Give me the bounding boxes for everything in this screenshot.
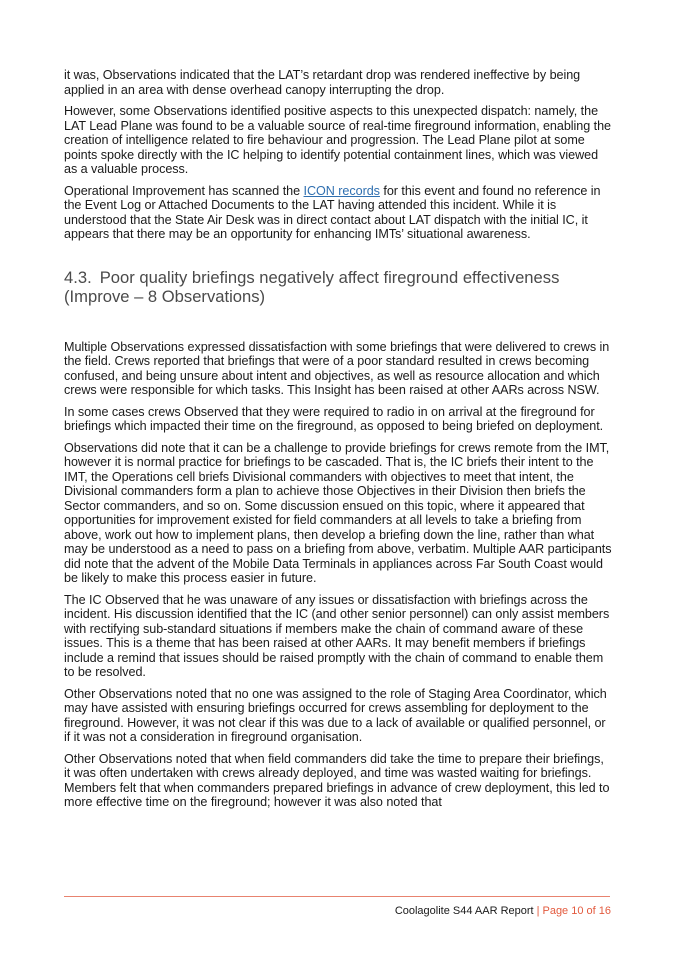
icon-records-link[interactable]: ICON records (303, 183, 380, 198)
section-paragraph: In some cases crews Observed that they were required to radio in on arrival at the fireground for briefings which impacted their time on the fireground, as opposed to being briefed on deployment. (64, 404, 604, 433)
footer-divider (64, 896, 610, 897)
body-paragraph-2: However, some Observations identified positive aspects to this unexpected dispatch: namely, the LAT Lead Plane was found to be a valuable source of real-time fireground information, enabling the creation of intelligence related to fire behaviour and progression. The Lead Plane pilot at some points spoke directly with the IC helping to identify potential containment lines, which was viewed as a valuable process. (64, 104, 612, 176)
page-content (64, 68, 612, 817)
body-paragraph-1: it was, Observations indicated that the LAT’s retardant drop was rendered ineffective by being applied in an area with dense overhead canopy interrupting the drop. (64, 68, 581, 97)
paragraph-text: Operational Improvement has scanned the (64, 183, 304, 198)
section-heading (64, 268, 612, 306)
paragraph-text: for this event and found no reference in the Event Log or Attached Documents to the LAT having attended this incident. While it is understood that the State Air Desk was in direct contact about LAT dispatch with the initial IC, it appears that there may be an opportunity for enhancing IMTs’ situational awareness. (64, 183, 601, 241)
section-title: Poor quality briefings negatively affect fireground effectiveness (Improve – 8 Observations) (64, 267, 560, 306)
page-footer (395, 905, 611, 917)
body-paragraph-3 (64, 184, 612, 242)
footer-separator: | (536, 905, 540, 917)
footer-report-title: Coolagolite S44 AAR Report (394, 905, 534, 917)
section-paragraph: Other Observations noted that no one was assigned to the role of Staging Area Coordinator, which may have assisted with ensuring briefings occurred for crews assembling for deployment to the fireground. However, it was not clear if this was due to a lack of available or qualified personnel, or if it was not a consideration in fireground organisation. (64, 686, 607, 744)
section-paragraph: Multiple Observations expressed dissatisfaction with some briefings that were delivered to crews in the field. Crews reported that briefings that were of a poor standard resulted in crews becoming confused, and being unsure about intent and objectives, as well as resource allocation and which crews were responsible for which tasks. This Insight has been raised at other AARs across NSW. (64, 339, 610, 397)
section-paragraph: The IC Observed that he was unaware of any issues or dissatisfaction with briefings across the incident. His discussion identified that the IC (and other senior personnel) can only assist members with rectifying sub-standard situations if members make the chain of command aware of these issues. This is a theme that has been raised at other AARs. It may benefit members if briefings include a remind that issues should be raised promptly with the chain of command to enable them to be resolved. (64, 592, 610, 679)
footer-page-number: Page 10 of 16 (542, 905, 611, 917)
section-paragraph: Observations did note that it can be a challenge to provide briefings for crews remote from the IMT, however it is normal practice for briefings to be cascaded. That is, the IC briefs their intent to the IMT, the Operations cell briefs Divisional commanders with objectives to meet that intent, the Divisional commanders form a plan to achieve those Objectives in their Division then briefs the Sector commanders, and so on. Some discussion ensued on this topic, where it appeared that opportunities for improvement existed for field commanders at all levels to take a briefing from above, work out how to implement plans, then develop a briefing down the line, rather than what may be understood as a need to pass on a briefing from above, verbatim. Multiple AAR participants did note that the advent of the Mobile Data Terminals in appliances across Far South Coast would be likely to make this process easier in future. (64, 440, 612, 585)
section-number: 4.3. (64, 267, 92, 287)
section-paragraph: Other Observations noted that when field commanders did take the time to prepare their briefings, it was often undertaken with crews already deployed, and time was wasted waiting for briefings. Members felt that when commanders prepared briefings in advance of crew deployment, this led to more effective time on the fireground; however it was also noted that (64, 751, 610, 809)
